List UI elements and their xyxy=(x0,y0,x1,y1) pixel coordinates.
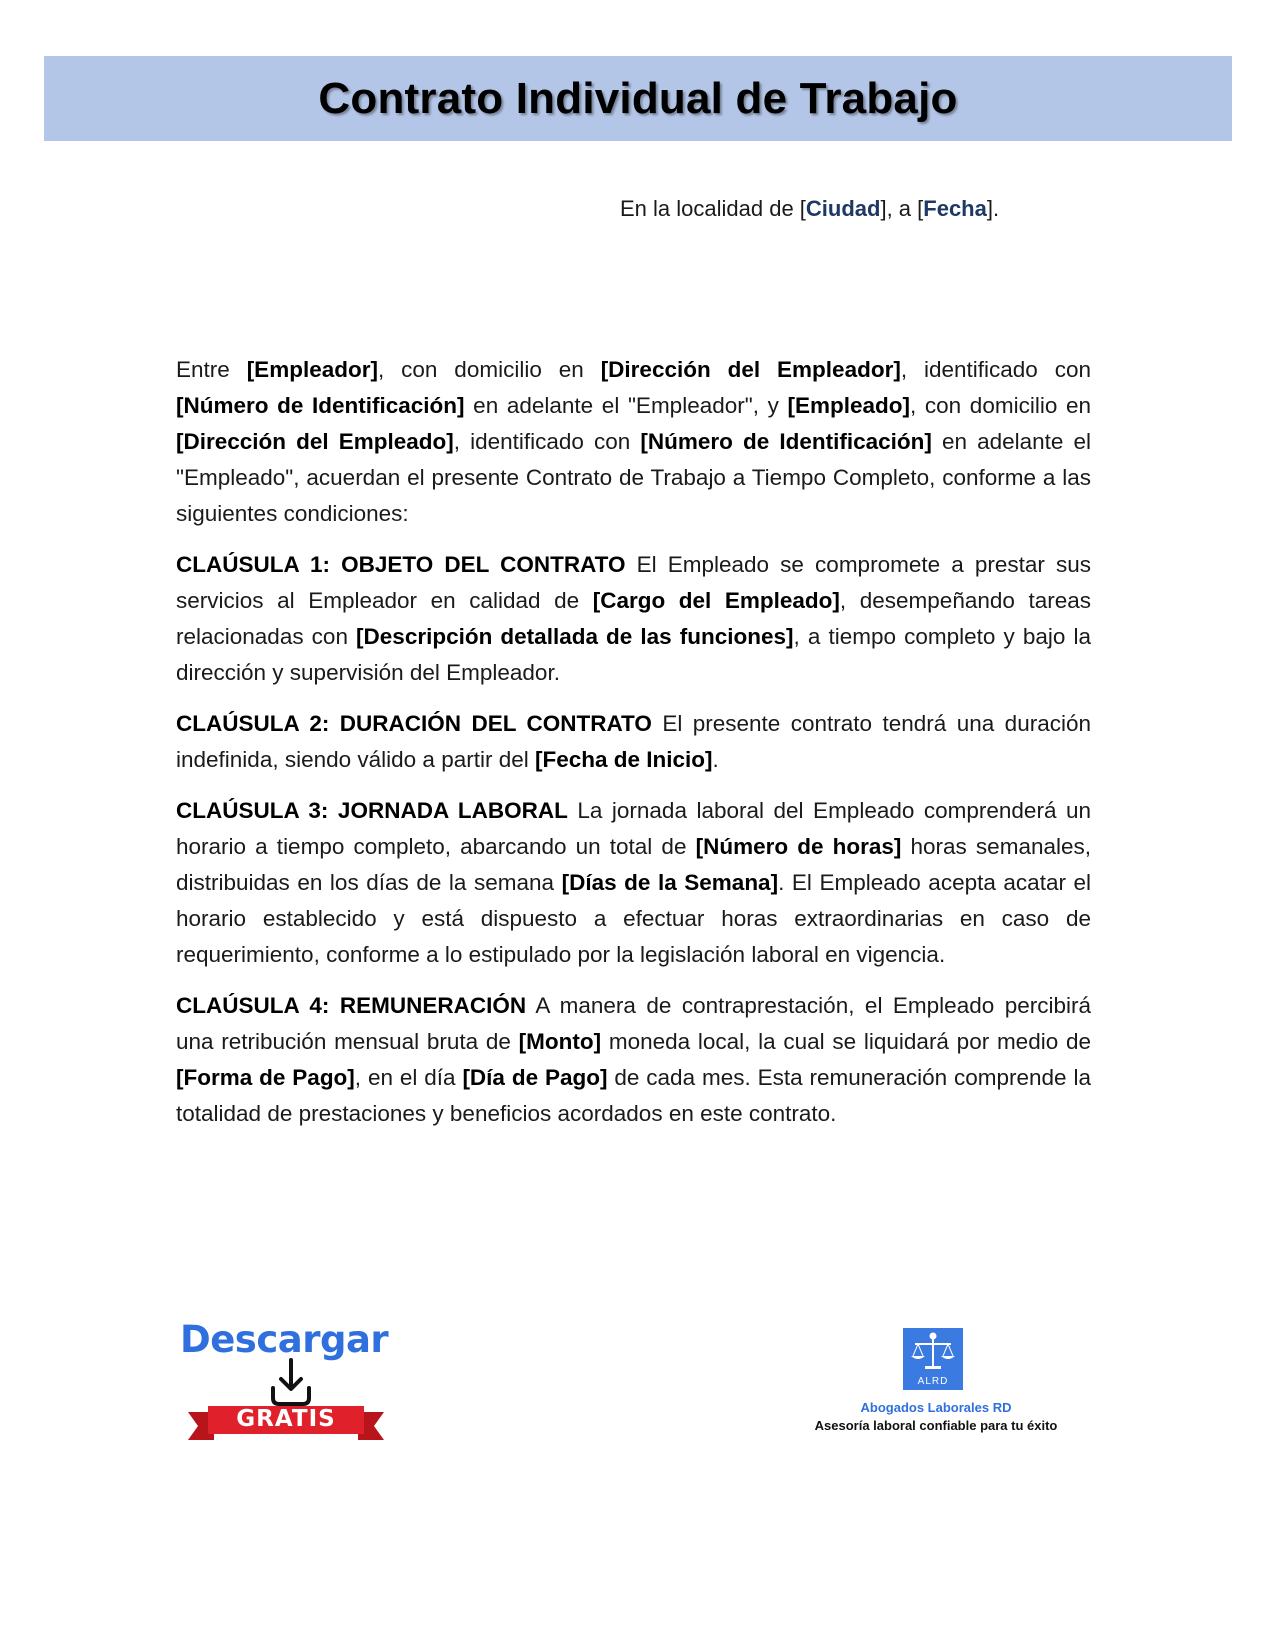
gratis-label: GRATIS xyxy=(236,1406,336,1432)
payment-day-field: [Día de Pago] xyxy=(462,1065,608,1090)
clause-3-paragraph xyxy=(176,793,1091,973)
download-free-button[interactable] xyxy=(176,1318,396,1448)
clause-text: . El Empleado acepta acatar el horario establecido y está dispuesto a efectuar horas extraordinarias en caso de requerimiento, conforme a lo estipulado por la legislación laboral en vigencia. xyxy=(176,870,1092,967)
city-field: Ciudad xyxy=(805,196,881,221)
intro-text: Entre xyxy=(176,357,247,382)
weekdays-field: [Días de la Semana] xyxy=(561,870,779,895)
download-label: Descargar xyxy=(180,1318,389,1361)
clause-text: . xyxy=(712,747,719,772)
logo-abbreviation: ALRD xyxy=(917,1376,949,1387)
download-arrow-icon xyxy=(268,1358,314,1408)
clause-1-paragraph xyxy=(176,547,1091,691)
job-description-field: [Descripción detallada de las funciones] xyxy=(356,624,794,649)
contract-body xyxy=(176,352,1091,1147)
date-field: Fecha xyxy=(923,196,987,221)
clause-2-paragraph xyxy=(176,706,1091,778)
employer-id-field: [Número de Identificación] xyxy=(176,393,465,418)
logo-emblem xyxy=(903,1328,963,1390)
intro-text: en adelante el "Empleador", y xyxy=(464,393,788,418)
intro-text: en adelante el "Empleado", acuerdan el presente Contrato de Trabajo a Tiempo Completo, conforme a las siguientes condiciones: xyxy=(176,429,1092,526)
clause-text: El Empleado se compromete a prestar sus servicios al Empleador en calidad de xyxy=(176,552,1091,613)
place-date-line xyxy=(620,196,999,222)
employer-field: [Empleador] xyxy=(246,357,378,382)
clause-text: de cada mes. Esta remuneración comprende la totalidad de prestaciones y beneficios acordados en este contrato. xyxy=(176,1065,1091,1126)
clause-4-paragraph xyxy=(176,988,1091,1132)
intro-text: , identificado con xyxy=(900,357,1092,382)
clause-text: moneda local, la cual se liquidará por medio de xyxy=(601,1029,1091,1054)
hours-field: [Número de horas] xyxy=(695,834,902,859)
amount-field: [Monto] xyxy=(518,1029,602,1054)
intro-paragraph xyxy=(176,352,1091,532)
job-title-field: [Cargo del Empleado] xyxy=(592,588,840,613)
place-suffix: ]. xyxy=(986,196,1000,221)
place-middle: ], a [ xyxy=(880,196,924,221)
employee-address-field: [Dirección del Empleado] xyxy=(176,429,454,454)
intro-text: , con domicilio en xyxy=(910,393,1091,418)
clause-text: El presente contrato tendrá una duración indefinida, siendo válido a partir del xyxy=(176,711,1091,772)
intro-text: , con domicilio en xyxy=(377,357,601,382)
clause-3-heading: CLAÚSULA 3: JORNADA LABORAL xyxy=(176,798,568,823)
title-band xyxy=(44,56,1232,141)
place-prefix: En la localidad de [ xyxy=(620,196,806,221)
intro-text: , identificado con xyxy=(453,429,641,454)
clause-text: , desempeñando tareas relacionadas con xyxy=(176,588,1092,649)
payment-method-field: [Forma de Pago] xyxy=(176,1065,355,1090)
scales-of-justice-icon xyxy=(903,1328,963,1376)
clause-text: , a tiempo completo y bajo la dirección y supervisión del Empleador. xyxy=(176,624,1091,685)
clause-2-heading: CLAÚSULA 2: DURACIÓN DEL CONTRATO xyxy=(176,711,652,736)
firm-logo xyxy=(776,1328,1096,1438)
firm-name: Abogados Laborales RD xyxy=(860,1400,1012,1415)
clause-text: La jornada laboral del Empleado comprenderá un horario a tiempo completo, abarcando un total de xyxy=(176,798,1091,859)
document-title: Contrato Individual de Trabajo xyxy=(318,73,958,123)
firm-tagline: Asesoría laboral confiable para tu éxito xyxy=(814,1418,1058,1433)
clause-1-heading: CLAÚSULA 1: OBJETO DEL CONTRATO xyxy=(176,552,626,577)
clause-text: horas semanales, distribuidas en los días de la semana xyxy=(176,834,1091,895)
employer-address-field: [Dirección del Empleador] xyxy=(600,357,901,382)
clause-text: , en el día xyxy=(354,1065,463,1090)
clause-4-heading: CLAÚSULA 4: REMUNERACIÓN xyxy=(176,993,527,1018)
employee-field: [Empleado] xyxy=(787,393,911,418)
clause-text: A manera de contraprestación, el Empleado percibirá una retribución mensual bruta de xyxy=(176,993,1092,1054)
employee-id-field: [Número de Identificación] xyxy=(640,429,932,454)
start-date-field: [Fecha de Inicio] xyxy=(534,747,713,772)
